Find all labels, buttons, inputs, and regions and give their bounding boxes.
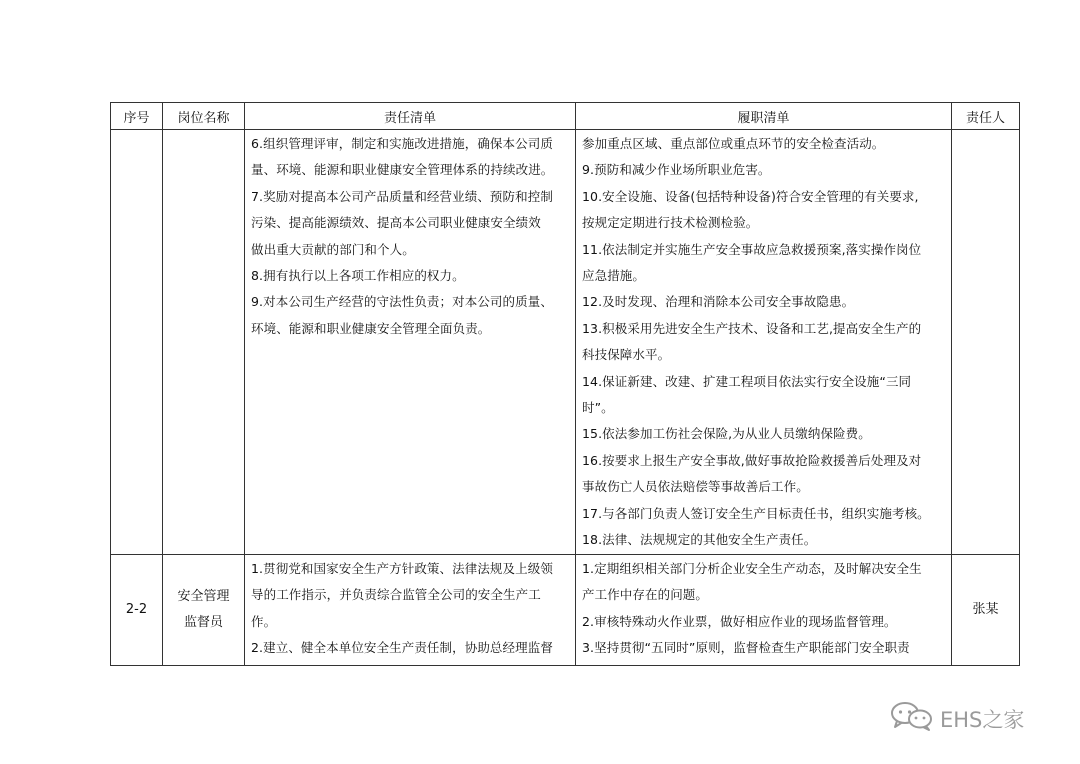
watermark-text: EHS之家: [940, 707, 1025, 732]
person-cell: [952, 130, 1020, 555]
performance-cell: [576, 555, 952, 666]
performance-text: 1.定期组织相关部门分析企业安全生产动态，及时解决安全生 产工作中存在的问题。 2.审核特殊动火作业票，做好相应作业的现场监督管理。 3.坚持贯彻“五同时”原则，监督检查生产职能部门安全职责: [582, 561, 922, 656]
position-cell: 安全管理 监督员: [163, 555, 245, 666]
position-cell: [163, 130, 245, 555]
header-person: 责任人: [952, 103, 1020, 130]
wechat-icon: [890, 701, 934, 736]
responsibility-cell: [245, 555, 576, 666]
header-no: 序号: [111, 103, 163, 130]
responsibility-text: 6.组织管理评审，制定和实施改进措施，确保本公司质 量、环境、能源和职业健康安全管理体系的持续改进。 7.奖励对提高本公司产品质量和经营业绩、预防和控制 污染、提高能源绩效、提高本公司职业健康安全绩效 做出重大贡献的部门和个人。 8.拥有执行以上各项工作相应的权力。 9.对本公司生产经营的守法性负责；对本公司的质量、 环境、能源和职业健康安全管理全面负责。: [251, 136, 554, 336]
header-responsibility: 责任清单: [245, 103, 576, 130]
responsibility-text: 1.贯彻党和国家安全生产方针政策、法律法规及上级领 导的工作指示，并负责综合监管全公司的安全生产工 作。 2.建立、健全本单位安全生产责任制，协助总经理监督: [251, 561, 553, 656]
responsibility-table: [110, 102, 1020, 666]
table-header-row: [111, 103, 1020, 130]
header-performance: 履职清单: [576, 103, 952, 130]
responsibility-cell: [245, 130, 576, 555]
table-row: [111, 130, 1020, 555]
row-number-cell: 2-2: [111, 555, 163, 666]
person-cell: 张某: [952, 555, 1020, 666]
table-row: [111, 555, 1020, 666]
row-number-cell: [111, 130, 163, 555]
header-position: 岗位名称: [163, 103, 245, 130]
performance-text: 参加重点区域、重点部位或重点环节的安全检查活动。 9.预防和减少作业场所职业危害。 10.安全设施、设备(包括特种设备)符合安全管理的有关要求, 按规定定期进行技术检测检验。 11.依法制定并实施生产安全事故应急救援预案,落实操作岗位 应急措施。 12.及时发现、治理和消除本公司安全事故隐患。 13.积极采用先进安全生产技术、设备和工艺,提高安全生产的 科技保障水平。 14.保证新建、改建、扩建工程项目依法实行安全设施“三同 时”。 15.依法参加工伤社会保险,为从业人员缴纳保险费。 16.按要求上报生产安全事故,做好事故抢险救援善后处理及对 事故伤亡人员依法赔偿等事故善后工作。 17.与各部门负责人签订安全生产目标责任书，组织实施考核。 18.法律、法规规定的其他安全生产责任。: [582, 136, 930, 548]
watermark: [890, 701, 1024, 736]
performance-cell: [576, 130, 952, 555]
